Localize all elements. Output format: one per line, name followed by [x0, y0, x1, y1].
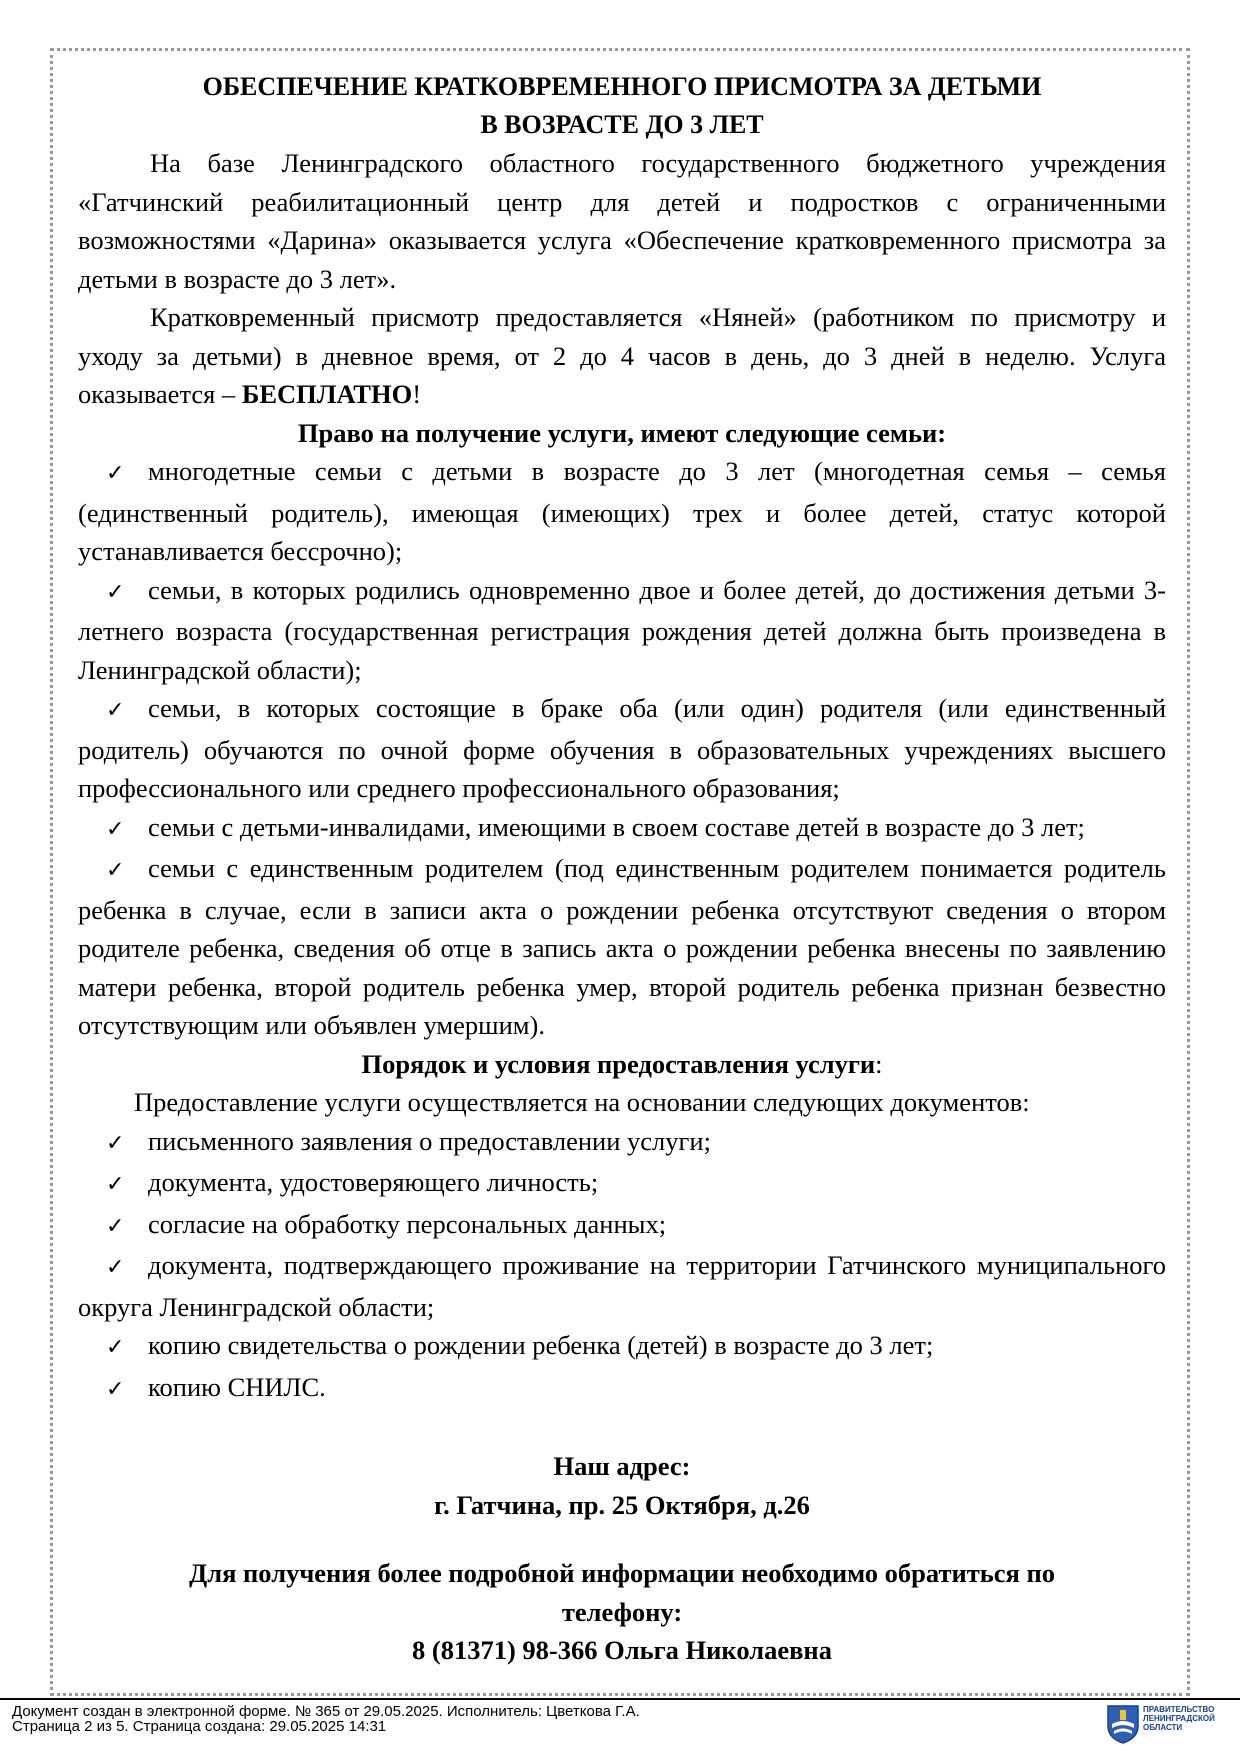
- procedure-intro: Предоставление услуги осуществляется на основании следующих документов:: [134, 1087, 1030, 1117]
- check-icon: ✓: [106, 1172, 125, 1197]
- spacer: [78, 1524, 1166, 1554]
- procedure-heading-text: Порядок и условия предоставления услуги: [361, 1048, 876, 1079]
- document-item: [78, 1122, 1166, 1164]
- free-emphasis-tail: !: [412, 379, 422, 409]
- contact-text: Для получения более подробной информации необходимо обратиться по телефону:: [188, 1558, 1056, 1627]
- document-item: [78, 1368, 1166, 1410]
- intro-paragraph: На базе Ленинградского областного государственного бюджетного учреждения «Гатчинский реабилитационный центр для детей и подростков с ограниченными возможностями «Дарина» оказывается услуга «Обеспечение кратковременного присмотра за детьми в возрасте до 3 лет».: [78, 148, 1166, 294]
- check-icon: ✓: [106, 1130, 125, 1156]
- footer: [12, 1704, 640, 1734]
- address-value: г. Гатчина, пр. 25 Октября, д.26: [434, 1489, 810, 1520]
- eligibility-item-text: семьи с единственным родителем (под единственным родителем понимается родитель ребенка в случае, если в записи акта о рождении ребенка отсутствуют сведения о втором родителе ребенка, сведения об отце в запись акта о рождении ребенка внесены по заявлению матери ребенка, второй родитель ребенка умер, второй родитель ребенка признан безвестно отсутствующим или объявлен умершим).: [78, 853, 1166, 1040]
- spacer: [78, 1409, 1166, 1447]
- procedure-heading: [78, 1045, 1166, 1084]
- eligibility-item: [78, 452, 1166, 571]
- service-paragraph-text: Кратковременный присмотр предоставляется «Няней» (работником по присмотру и уходу за детьми) в дневное время, от 2 до 4 часов в день, до 3 дней в неделю. Услуга оказывается –: [78, 302, 1166, 409]
- check-icon: ✓: [106, 698, 125, 723]
- contact-phone: 8 (81371) 98-366 Ольга Николаевна: [412, 1635, 832, 1665]
- free-emphasis: БЕСПЛАТНО: [241, 379, 413, 409]
- check-icon: ✓: [106, 858, 125, 883]
- document-item-text: документа, удостоверяющего личность;: [148, 1167, 599, 1197]
- logo-text-line: ПРАВИТЕЛЬСТВО: [1143, 1705, 1215, 1714]
- service-paragraph: [78, 298, 1166, 414]
- check-icon: ✓: [106, 1255, 125, 1280]
- document-body: [78, 68, 1166, 1670]
- document-item: [78, 1163, 1166, 1205]
- document-title-line-1: ОБЕСПЕЧЕНИЕ КРАТКОВРЕМЕННОГО ПРИСМОТРА ЗА ДЕТЬМИ: [202, 72, 1042, 101]
- footer-line-1: Документ создан в электронной форме. № 365 от 29.05.2025. Исполнитель: Цветкова Г.А.: [12, 1703, 640, 1720]
- document-item-text: документа, подтверждающего проживание на территории Гатчинского муниципального округа Ленинградской области;: [78, 1250, 1166, 1322]
- document-item-text: письменного заявления о предоставлении услуги;: [148, 1125, 711, 1156]
- check-icon: ✓: [106, 816, 125, 842]
- document-item: [78, 1246, 1166, 1326]
- eligibility-item: [78, 689, 1166, 808]
- check-icon: ✓: [106, 1376, 125, 1402]
- document-item-text: согласие на обработку персональных данных;: [148, 1208, 667, 1239]
- check-icon: ✓: [106, 579, 125, 605]
- address-label: Наш адрес:: [553, 1451, 691, 1481]
- eligibility-item-text: многодетные семьи с детьми в возрасте до 3 лет (многодетная семья – семья (единственный родитель), имеющая (имеющих) трех и более детей, статус которой устанавливается бессрочно);: [78, 456, 1166, 566]
- footer-line-2: Страница 2 из 5. Страница создана: 29.05.2025 14:31: [12, 1718, 387, 1735]
- check-icon: ✓: [106, 1213, 125, 1239]
- document-item-text: копию СНИЛС.: [148, 1371, 326, 1402]
- eligibility-item: [78, 808, 1166, 850]
- coat-of-arms-icon: [1106, 1704, 1140, 1744]
- eligibility-heading: Право на получение услуги, имеют следующие семьи:: [297, 417, 947, 448]
- eligibility-item-text: семьи, в которых состоящие в браке оба (или один) родителя (или единственный родитель) обучаются по очной форме обучения в образовательных учреждениях высшего профессионального или среднего профессионального образования;: [78, 693, 1166, 803]
- eligibility-item: [78, 849, 1166, 1045]
- check-icon: ✓: [106, 1335, 125, 1360]
- footer-divider: [0, 1698, 1240, 1700]
- logo-text-line: ОБЛАСТИ: [1143, 1723, 1183, 1732]
- eligibility-item-text: семьи с детьми-инвалидами, имеющими в своем составе детей в возрасте до 3 лет;: [148, 811, 1085, 842]
- eligibility-item-text: семьи, в которых родились одновременно двое и более детей, до достижения детьми 3-летнего возраста (государственная регистрация рождения детей должна быть произведена в Ленинградской области);: [78, 574, 1166, 685]
- document-item-text: копию свидетельства о рождении ребенка (детей) в возрасте до 3 лет;: [148, 1330, 934, 1360]
- logo-text: [1143, 1705, 1215, 1732]
- procedure-heading-colon: :: [875, 1048, 883, 1079]
- document-item: [78, 1326, 1166, 1368]
- government-logo: [1106, 1704, 1226, 1748]
- logo-text-line: ЛЕНИНГРАДСКОЙ: [1143, 1714, 1215, 1723]
- document-item: [78, 1205, 1166, 1247]
- eligibility-item: [78, 571, 1166, 690]
- document-title-line-2: В ВОЗРАСТЕ ДО 3 ЛЕТ: [480, 110, 764, 139]
- check-icon: ✓: [106, 461, 125, 486]
